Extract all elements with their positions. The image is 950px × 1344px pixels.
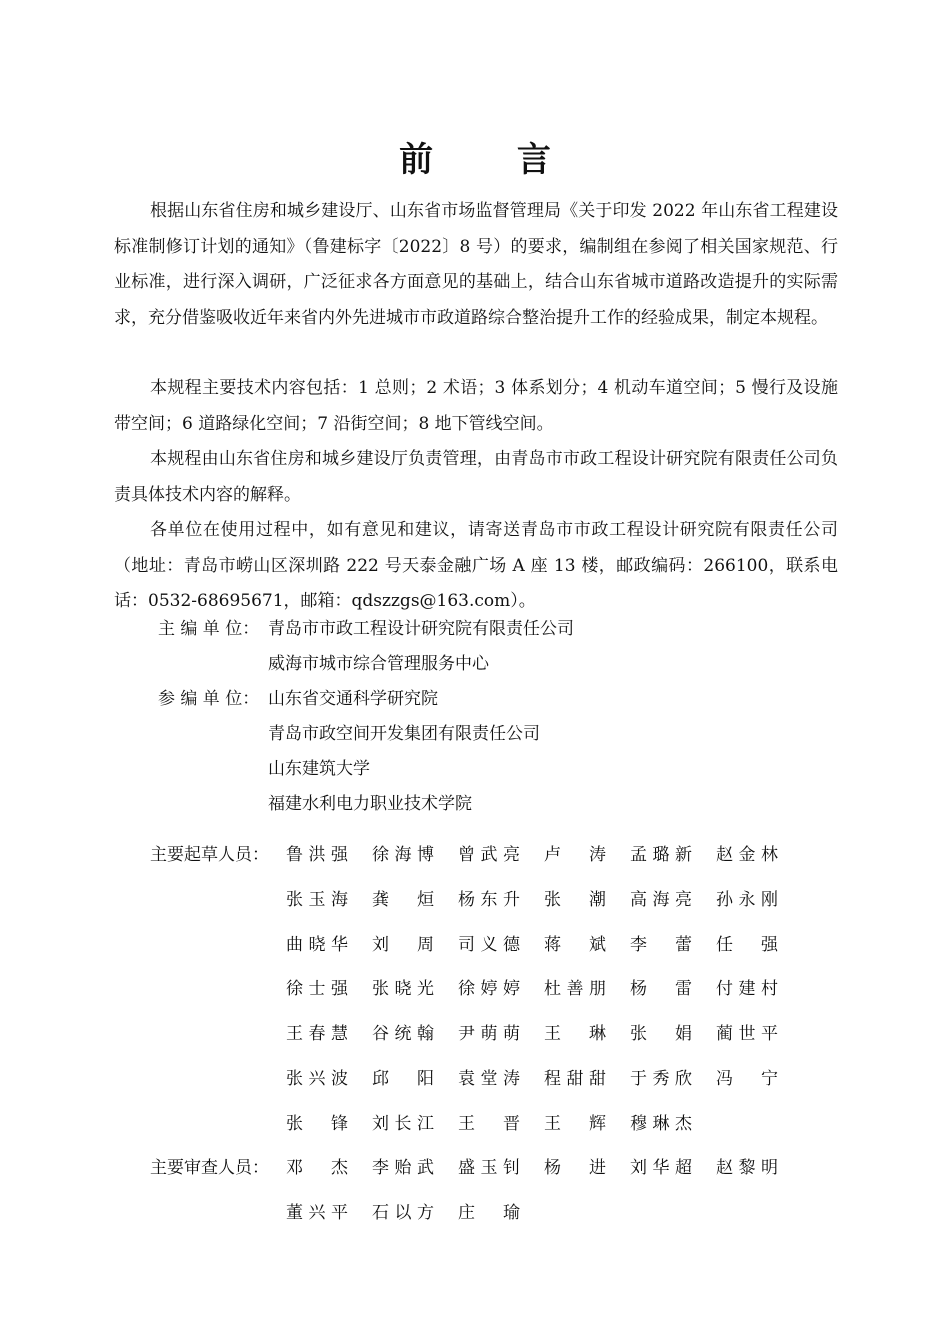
person-name: 王晋 bbox=[458, 1113, 520, 1134]
person-name: 穆琳杰 bbox=[630, 1113, 692, 1134]
person-name: 张潮 bbox=[544, 889, 606, 910]
chief-unit-name: 青岛市市政工程设计研究院有限责任公司 bbox=[268, 619, 574, 639]
drafters-label: 主要起草人员： bbox=[150, 845, 269, 865]
person-name: 杨东升 bbox=[458, 889, 520, 910]
person-name: 李蕾 bbox=[630, 934, 692, 955]
person-name: 张娟 bbox=[630, 1024, 692, 1045]
person-name: 张晓光 bbox=[372, 979, 434, 1000]
person-name: 邓杰 bbox=[286, 1158, 348, 1178]
person-name: 刘长江 bbox=[372, 1113, 434, 1134]
person-name: 于秀欣 bbox=[630, 1069, 692, 1089]
person-name: 张兴波 bbox=[286, 1069, 348, 1089]
person-name: 司义德 bbox=[458, 934, 520, 955]
participating-unit-name: 青岛市政空间开发集团有限责任公司 bbox=[268, 724, 540, 744]
page-title: 前 言 bbox=[399, 140, 587, 180]
person-name: 蒋斌 bbox=[544, 934, 606, 955]
person-name: 袁堂涛 bbox=[458, 1069, 520, 1089]
person-name: 邱阳 bbox=[372, 1069, 434, 1089]
person-name: 孟璐新 bbox=[630, 845, 692, 865]
participating-units-label: 参 编 单 位： bbox=[158, 689, 260, 709]
person-name: 任强 bbox=[716, 934, 778, 955]
person-name: 冯宁 bbox=[716, 1069, 778, 1089]
person-name: 曲晓华 bbox=[286, 934, 348, 955]
person-name: 付建村 bbox=[716, 979, 778, 1000]
person-name: 谷统翰 bbox=[372, 1024, 434, 1045]
person-name: 鲁洪强 bbox=[286, 845, 348, 865]
person-name: 王琳 bbox=[544, 1024, 606, 1045]
person-name: 高海亮 bbox=[630, 889, 692, 910]
person-name: 龚烜 bbox=[372, 889, 434, 910]
person-name: 赵金林 bbox=[716, 845, 778, 865]
person-name: 蔺世平 bbox=[716, 1024, 778, 1045]
chief-units-label: 主 编 单 位： bbox=[158, 619, 260, 639]
management-paragraph: 本规程由山东省住房和城乡建设厅负责管理，由青岛市市政工程设计研究院有限责任公司负责具体技术内容的解释。 bbox=[114, 449, 838, 505]
person-name: 王春慧 bbox=[286, 1024, 348, 1045]
person-name: 曾武亮 bbox=[458, 845, 520, 865]
participating-unit-name: 山东省交通科学研究院 bbox=[268, 689, 438, 709]
person-name: 刘周 bbox=[372, 934, 434, 955]
feedback-paragraph: 各单位在使用过程中，如有意见和建议，请寄送青岛市市政工程设计研究院有限责任公司（地址：青岛市崂山区深圳路 222 号天泰金融广场 A 座 13 楼，邮政编码：266100，联系电话：0532-68695671，邮箱：qdszzgs@163.com）。 bbox=[114, 520, 838, 611]
contents-paragraph: 本规程主要技术内容包括：1 总则；2 术语；3 体系划分；4 机动车道空间；5 慢行及设施带空间；6 道路绿化空间；7 沿街空间；8 地下管线空间。 bbox=[114, 378, 838, 434]
person-name: 卢涛 bbox=[544, 845, 606, 865]
person-name: 徐士强 bbox=[286, 979, 348, 1000]
person-name: 盛玉钊 bbox=[458, 1158, 520, 1178]
person-name: 张玉海 bbox=[286, 889, 348, 910]
person-name: 刘华超 bbox=[630, 1158, 692, 1178]
reviewers-label: 主要审查人员： bbox=[150, 1158, 269, 1178]
intro-paragraph: 根据山东省住房和城乡建设厅、山东省市场监督管理局《关于印发 2022 年山东省工程建设标准制修订计划的通知》（鲁建标字〔2022〕8 号）的要求，编制组在参阅了相关国家规范、行业标准，进行深入调研，广泛征求各方面意见的基础上，结合山东省城市道路改造提升的实际需求，充分借鉴吸收近年来省内外先进城市市政道路综合整治提升工作的经验成果，制定本规程。 bbox=[114, 201, 838, 328]
person-name: 尹萌萌 bbox=[458, 1024, 520, 1045]
person-name: 孙永刚 bbox=[716, 889, 778, 910]
person-name: 庄瑜 bbox=[458, 1202, 520, 1223]
person-name: 杜善朋 bbox=[544, 979, 606, 1000]
participating-unit-name: 山东建筑大学 bbox=[268, 759, 370, 779]
person-name: 徐婷婷 bbox=[458, 979, 520, 1000]
person-name: 杨雷 bbox=[630, 979, 692, 1000]
participating-unit-name: 福建水利电力职业技术学院 bbox=[268, 794, 472, 814]
person-name: 杨进 bbox=[544, 1158, 606, 1178]
person-name: 李贻武 bbox=[372, 1158, 434, 1178]
person-name: 徐海博 bbox=[372, 845, 434, 865]
person-name: 王辉 bbox=[544, 1113, 606, 1134]
person-name: 张锋 bbox=[286, 1113, 348, 1134]
person-name: 石以方 bbox=[372, 1202, 434, 1223]
chief-unit-name: 威海市城市综合管理服务中心 bbox=[268, 654, 489, 674]
person-name: 程甜甜 bbox=[544, 1069, 606, 1089]
person-name: 赵黎明 bbox=[716, 1158, 778, 1178]
person-name: 董兴平 bbox=[286, 1202, 348, 1223]
